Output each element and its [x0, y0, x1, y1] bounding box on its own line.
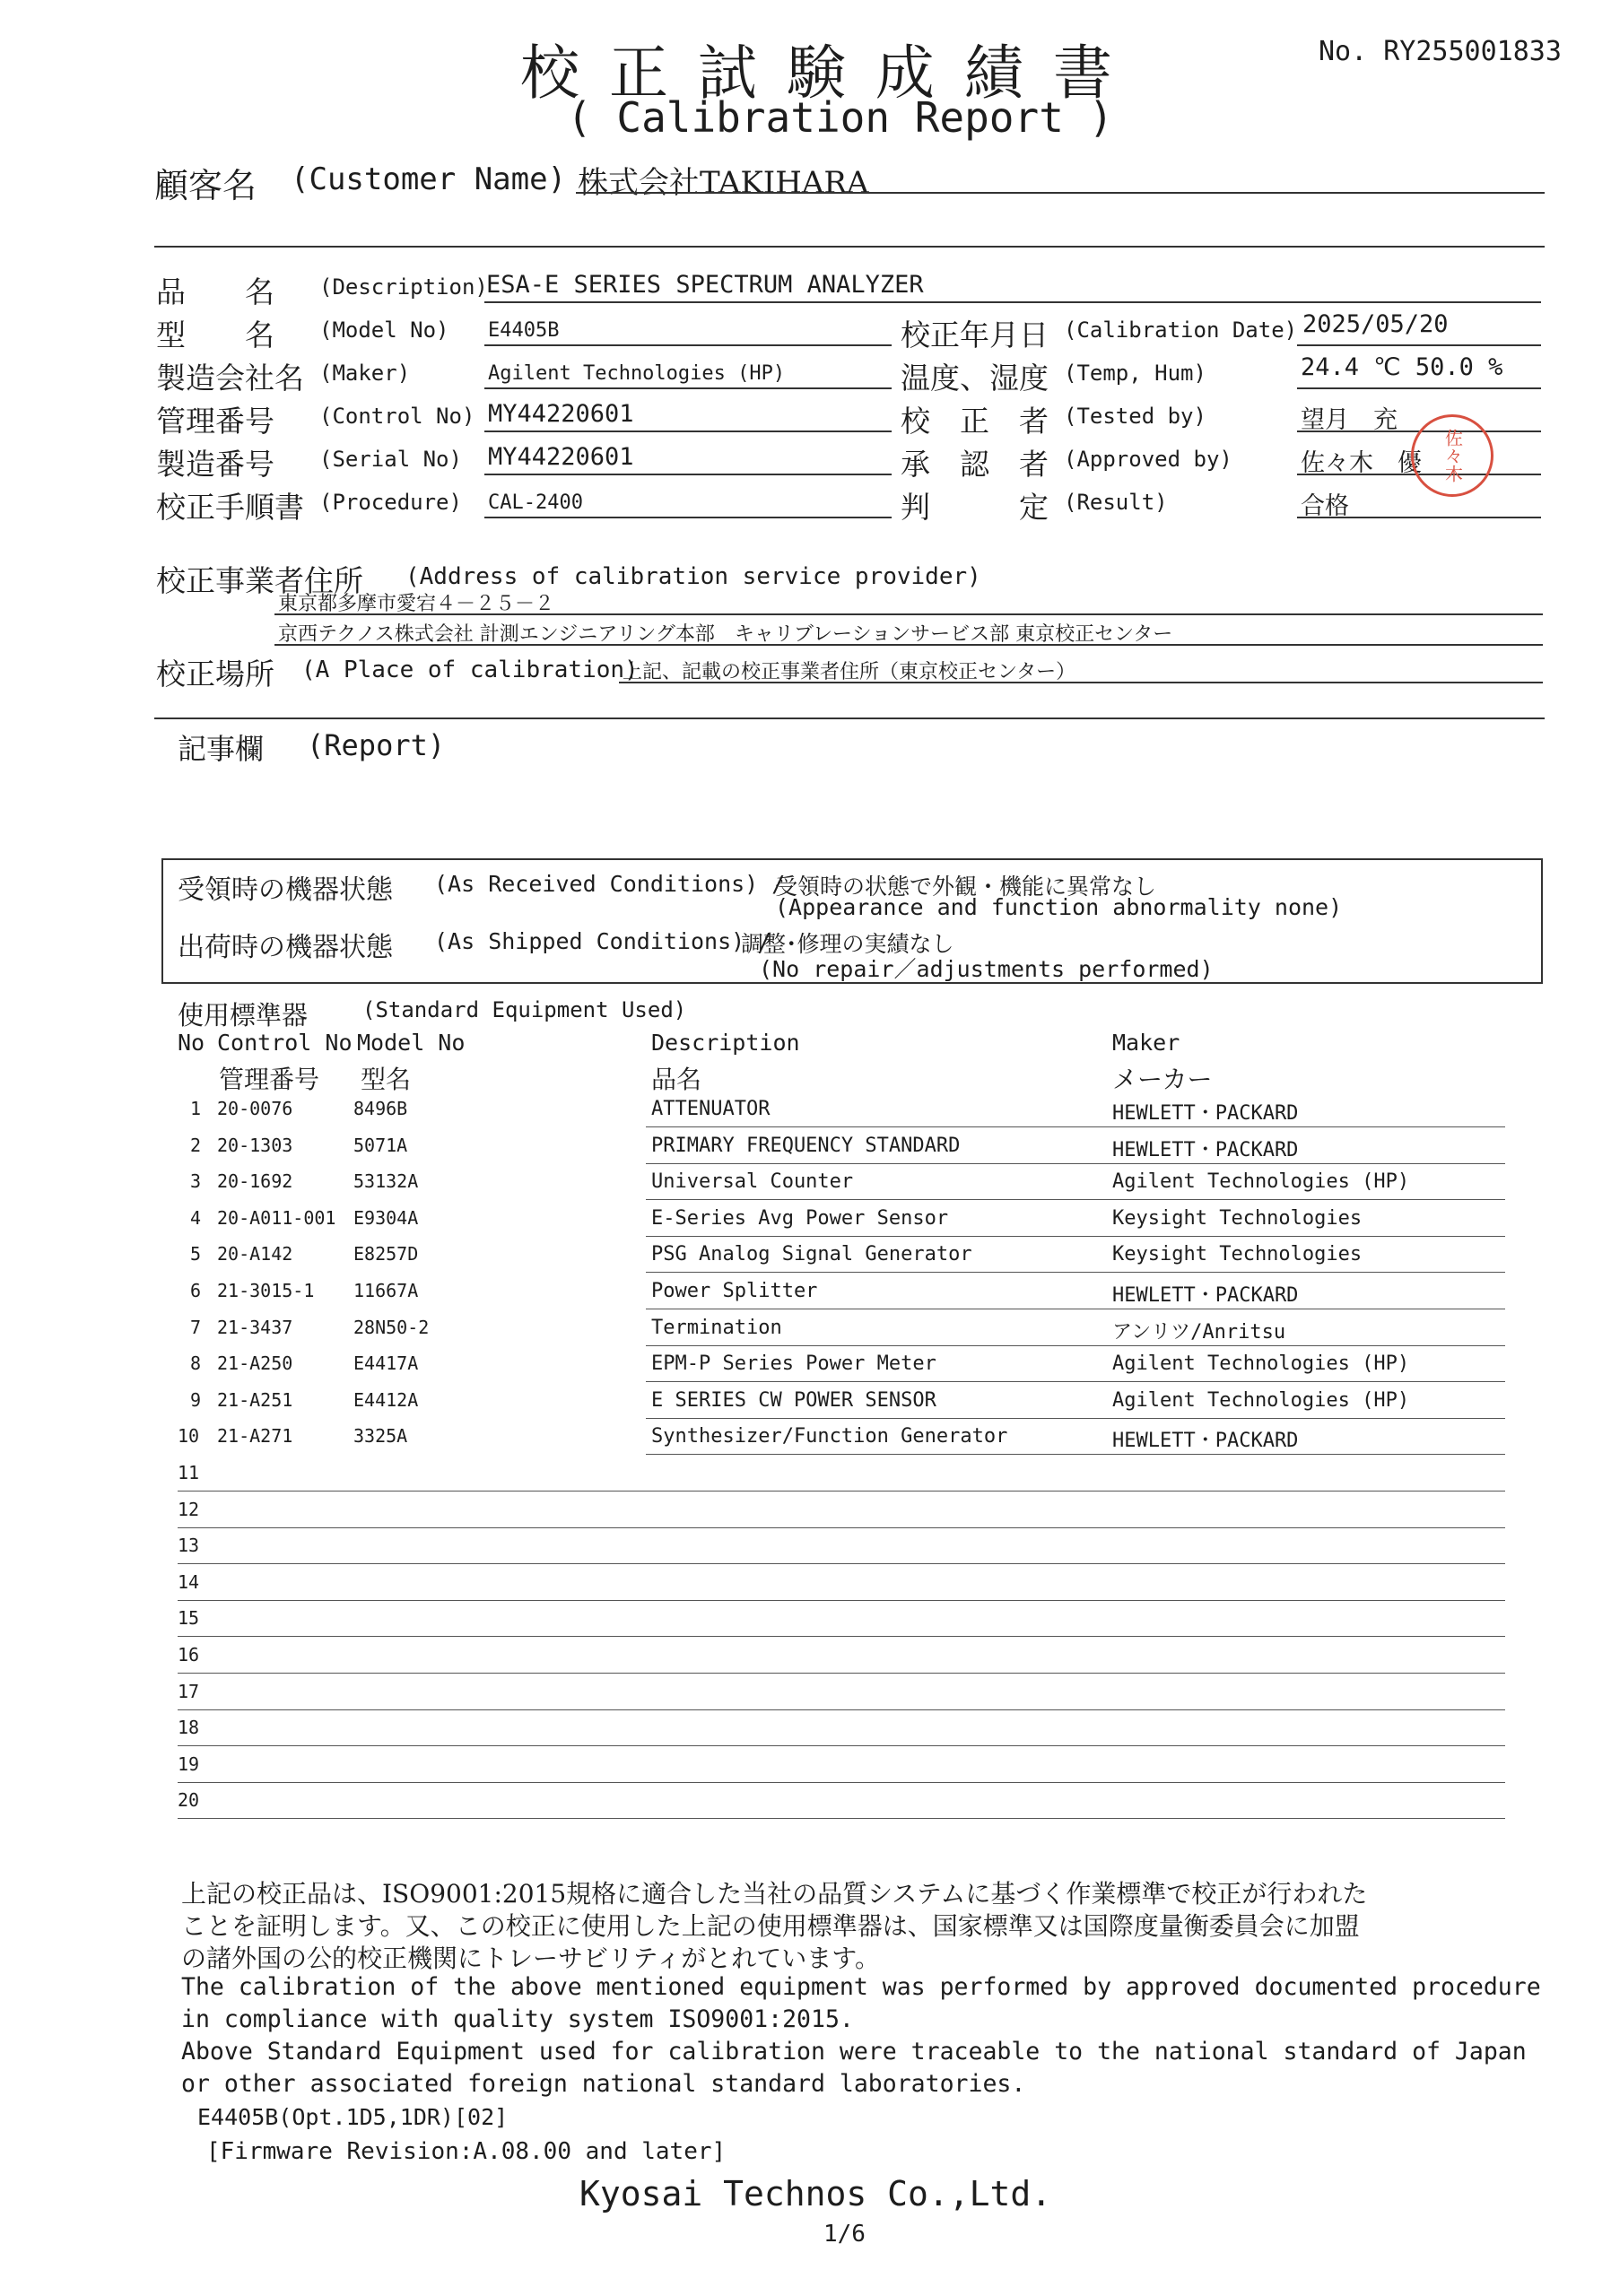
place-label-en: (A Place of calibration): [301, 657, 639, 683]
description-label-jp: 品 名: [156, 274, 274, 309]
row-control-no: 21-A251: [217, 1389, 293, 1411]
maker-value: Agilent Technologies (HP): [488, 362, 786, 385]
row-divider: [178, 1818, 1505, 1819]
row-model-no: 11667A: [353, 1280, 419, 1301]
col-model-header-jp: 型名: [361, 1065, 412, 1094]
approved-by-label-en: (Approved by): [1064, 447, 1232, 472]
row-no: 8: [190, 1352, 202, 1374]
statement-en-line2: in compliance with quality system ISO9001:2015.: [181, 2005, 854, 2033]
place-underline: [619, 682, 1543, 683]
row-divider: [178, 1709, 1505, 1710]
conditions-box: [161, 858, 1543, 984]
serial-no-value: MY44220601: [488, 443, 634, 471]
row-model-no: 28N50-2: [353, 1317, 430, 1338]
row-description: Synthesizer/Function Generator: [651, 1425, 1008, 1448]
row-divider: [646, 1454, 1505, 1455]
report-title-en: ( Calibration Report ): [567, 93, 1114, 142]
row-control-no: 21-A250: [217, 1352, 293, 1374]
row-control-no: 20-1303: [217, 1135, 293, 1156]
row-divider: [178, 1636, 1505, 1637]
row-model-no: 53132A: [353, 1170, 419, 1192]
row-description: Power Splitter: [651, 1280, 818, 1302]
place-value: 上記、記載の校正事業者住所（東京校正センター）: [623, 661, 1076, 683]
row-control-no: 21-3015-1: [217, 1280, 315, 1301]
customer-label-jp: 顧客名: [154, 166, 257, 205]
model-label-jp: 型 名: [156, 317, 274, 352]
approval-seal-stamp: [1411, 414, 1493, 497]
description-label-en: (Description): [319, 274, 488, 300]
row-control-no: 20-1692: [217, 1170, 293, 1192]
procedure-label-jp: 校正手順書: [156, 490, 304, 525]
customer-label-en: (Customer Name): [291, 161, 567, 197]
row-divider: [178, 1600, 1505, 1601]
statement-en-line4: or other associated foreign national standard laboratories.: [181, 2070, 1026, 2098]
row-model-no: E8257D: [353, 1243, 419, 1265]
col-maker-header-jp: メーカー: [1112, 1065, 1213, 1094]
serial-no-label-jp: 製造番号: [156, 447, 274, 482]
report-label-en: (Report): [307, 728, 446, 762]
row-description: E-Series Avg Power Sensor: [651, 1207, 949, 1230]
row-maker: HEWLETT・PACKARD: [1112, 1139, 1299, 1161]
col-control-header-jp: 管理番号: [219, 1065, 320, 1094]
row-maker: Keysight Technologies: [1112, 1207, 1363, 1230]
result-underline: [1297, 517, 1541, 518]
row-control-no: 21-A271: [217, 1425, 293, 1447]
model-value: E4405B: [488, 319, 560, 342]
row-divider: [646, 1345, 1505, 1346]
row-no: 9: [190, 1389, 202, 1411]
model-underline: [484, 344, 892, 346]
row-no: 10: [178, 1425, 200, 1447]
company-name: Kyosai Technos Co.,Ltd.: [579, 2174, 1052, 2213]
seal-text: 佐々木: [1441, 429, 1464, 483]
col-maker-header-en: Maker: [1112, 1030, 1180, 1056]
row-no: 7: [190, 1317, 202, 1338]
section-divider: [154, 246, 1545, 248]
row-model-no: 5071A: [353, 1135, 408, 1156]
row-no: 19: [178, 1753, 200, 1775]
calibration-date-label-en: (Calibration Date): [1064, 317, 1298, 343]
control-no-value: MY44220601: [488, 400, 634, 428]
shipped-value-jp: 調整･修理の実績なし: [741, 931, 954, 957]
firmware-revision: [Firmware Revision:A.08.00 and later]: [206, 2138, 727, 2165]
calibration-date-value: 2025/05/20: [1302, 310, 1449, 338]
report-title-jp: 校 正 試 験 成 績 書: [520, 39, 1118, 108]
description-value: ESA-E SERIES SPECTRUM ANALYZER: [486, 271, 924, 299]
col-control-header-en: Control No: [217, 1030, 353, 1056]
row-divider: [646, 1381, 1505, 1382]
result-label-jp: 判 定: [901, 490, 1049, 525]
row-control-no: 20-A142: [217, 1243, 293, 1265]
row-description: EPM-P Series Power Meter: [651, 1352, 936, 1375]
shipped-label-jp: 出荷時の機器状態: [178, 932, 393, 963]
control-no-label-jp: 管理番号: [156, 404, 274, 439]
col-no-header: No: [178, 1030, 205, 1056]
address-label-jp: 校正事業者住所: [156, 563, 363, 598]
row-model-no: E4412A: [353, 1389, 419, 1411]
maker-underline: [484, 387, 892, 389]
row-control-no: 21-3437: [217, 1317, 293, 1338]
row-divider: [178, 1673, 1505, 1674]
row-maker: Agilent Technologies (HP): [1112, 1389, 1410, 1412]
statement-en-line1: The calibration of the above mentioned equipment was performed by approved documented procedure: [181, 1973, 1541, 2001]
procedure-label-en: (Procedure): [319, 490, 462, 515]
address-line2-underline: [274, 644, 1543, 646]
row-maker: HEWLETT・PACKARD: [1112, 1102, 1299, 1125]
result-value: 合格: [1301, 492, 1349, 520]
row-control-no: 20-0076: [217, 1098, 293, 1119]
tested-by-label-jp: 校 正 者: [901, 404, 1049, 439]
row-no: 3: [190, 1170, 202, 1192]
tested-by-label-en: (Tested by): [1064, 404, 1206, 429]
received-label-jp: 受領時の機器状態: [178, 874, 393, 906]
row-divider: [646, 1272, 1505, 1273]
row-description: ATTENUATOR: [651, 1098, 771, 1120]
customer-underline: [576, 192, 1545, 194]
row-no: 2: [190, 1135, 202, 1156]
model-label-en: (Model No): [319, 317, 449, 343]
row-divider: [646, 1236, 1505, 1237]
received-label-en: (As Received Conditions) /: [434, 871, 786, 897]
row-maker: Agilent Technologies (HP): [1112, 1170, 1410, 1193]
row-no: 16: [178, 1644, 200, 1665]
row-no: 15: [178, 1607, 200, 1629]
report-label-jp: 記事欄: [178, 732, 265, 766]
equipment-label-en: (Standard Equipment Used): [362, 997, 687, 1022]
row-description: PSG Analog Signal Generator: [651, 1243, 972, 1265]
row-divider: [178, 1745, 1505, 1746]
row-description: Universal Counter: [651, 1170, 854, 1193]
statement-jp-line2: ことを証明します。又、この校正に使用した上記の使用標準器は、国家標準又は国際度量衡委員会に加盟: [181, 1911, 1360, 1941]
page-number: 1/6: [823, 2221, 866, 2248]
col-description-header-jp: 品名: [651, 1065, 702, 1094]
row-no: 4: [190, 1207, 202, 1229]
calibration-date-label-jp: 校正年月日: [901, 317, 1049, 352]
row-model-no: 3325A: [353, 1425, 408, 1447]
shipped-value-en: (No repair／adjustments performed): [759, 956, 1214, 982]
approved-by-value: 佐々木 優: [1301, 449, 1422, 477]
customer-name: 株式会社TAKIHARA: [578, 165, 869, 201]
address-line2: 京西テクノス株式会社 計測エンジニアリング本部 キャリブレーションサービス部 東京校正センター: [278, 623, 1173, 646]
report-number: No. RY255001833: [1319, 36, 1562, 67]
row-divider: [646, 1126, 1505, 1127]
row-divider: [178, 1527, 1505, 1528]
statement-jp-line3: の諸外国の公的校正機関にトレーサビリティがとれています。: [181, 1944, 880, 1973]
row-no: 5: [190, 1243, 202, 1265]
row-no: 17: [178, 1681, 200, 1702]
row-divider: [646, 1199, 1505, 1200]
statement-jp-line1: 上記の校正品は、ISO9001:2015規格に適合した当社の品質システムに基づく作業標準で校正が行われた: [181, 1879, 1368, 1909]
maker-label-jp: 製造会社名: [156, 361, 304, 396]
calibration-date-underline: [1297, 344, 1541, 346]
maker-label-en: (Maker): [319, 361, 411, 386]
control-no-label-en: (Control No): [319, 404, 475, 429]
row-divider: [178, 1563, 1505, 1564]
control-no-underline: [484, 430, 892, 432]
row-maker: Agilent Technologies (HP): [1112, 1352, 1410, 1375]
report-divider: [154, 718, 1545, 719]
row-no: 1: [190, 1098, 202, 1119]
row-no: 14: [178, 1571, 200, 1593]
col-model-header-en: Model No: [357, 1030, 466, 1056]
description-underline: [484, 301, 1541, 303]
approved-by-label-jp: 承 認 者: [901, 447, 1049, 482]
address-line1-underline: [274, 613, 1543, 615]
row-description: Termination: [651, 1317, 782, 1339]
row-no: 18: [178, 1717, 200, 1738]
row-no: 12: [178, 1499, 200, 1520]
row-divider: [646, 1163, 1505, 1164]
received-value-en: (Appearance and function abnormality none): [775, 894, 1343, 920]
row-maker: アンリツ/Anritsu: [1112, 1321, 1286, 1344]
shipped-label-en: (As Shipped Conditions) /: [434, 928, 772, 954]
serial-no-underline: [484, 474, 892, 475]
row-no: 20: [178, 1789, 200, 1811]
row-divider: [178, 1491, 1505, 1492]
temp-hum-label-jp: 温度、湿度: [901, 361, 1049, 396]
temp-hum-value: 24.4 ℃ 50.0 %: [1301, 353, 1503, 381]
row-divider: [646, 1418, 1505, 1419]
address-label-en: (Address of calibration service provider): [405, 563, 981, 590]
tested-by-value: 望月 充: [1301, 406, 1398, 434]
row-maker: Keysight Technologies: [1112, 1243, 1363, 1265]
row-no: 11: [178, 1462, 200, 1483]
procedure-underline: [484, 517, 892, 518]
result-label-en: (Result): [1064, 490, 1168, 515]
procedure-value: CAL-2400: [488, 491, 583, 514]
place-label-jp: 校正場所: [156, 657, 274, 691]
temp-hum-underline: [1297, 387, 1541, 389]
row-model-no: E4417A: [353, 1352, 419, 1374]
serial-no-label-en: (Serial No): [319, 447, 462, 472]
model-options: E4405B(Opt.1D5,1DR)[02]: [197, 2104, 509, 2130]
row-model-no: 8496B: [353, 1098, 408, 1119]
row-description: E SERIES CW POWER SENSOR: [651, 1389, 936, 1412]
row-maker: HEWLETT・PACKARD: [1112, 1284, 1299, 1307]
equipment-label-jp: 使用標準器: [178, 1000, 309, 1031]
statement-en-line3: Above Standard Equipment used for calibration were traceable to the national standard of Japan: [181, 2038, 1527, 2066]
temp-hum-label-en: (Temp, Hum): [1064, 361, 1206, 386]
row-control-no: 20-A011-001: [217, 1207, 336, 1229]
row-divider: [178, 1782, 1505, 1783]
row-no: 6: [190, 1280, 202, 1301]
row-no: 13: [178, 1535, 200, 1556]
row-model-no: E9304A: [353, 1207, 419, 1229]
col-description-header-en: Description: [651, 1030, 800, 1056]
row-maker: HEWLETT・PACKARD: [1112, 1430, 1299, 1452]
received-value-jp: 受領時の状態で外観・機能に異常なし: [775, 874, 1157, 900]
address-line1: 東京都多摩市愛宕４－２５－２: [278, 593, 555, 615]
row-description: PRIMARY FREQUENCY STANDARD: [651, 1135, 961, 1157]
